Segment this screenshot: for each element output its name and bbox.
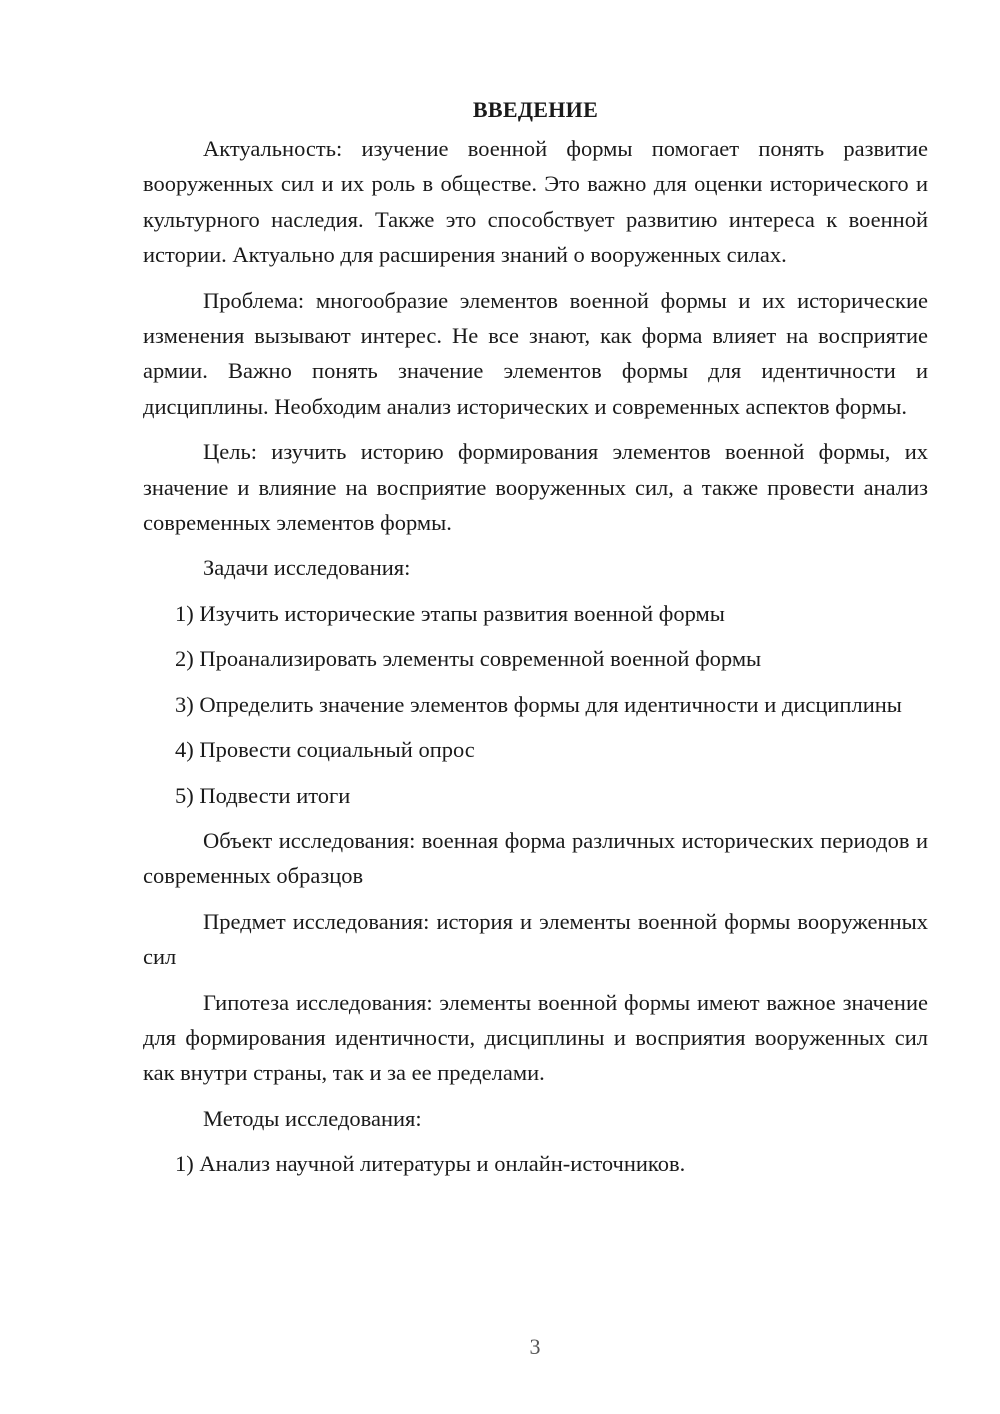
task-item: 5) Подвести итоги <box>175 782 351 808</box>
page-body <box>143 92 928 1192</box>
tasks-list <box>143 596 928 813</box>
methods-heading: Методы исследования: <box>203 1105 422 1131</box>
subject-paragraph: Предмет исследования: история и элементы военной формы вооруженных сил <box>143 908 928 970</box>
relevance-paragraph: Актуальность: изучение военной формы помогает понять развитие вооруженных сил и их роль в обществе. Это важно для оценки исторического и культурного наследия. Также это способствует развитию интереса к военной истории. Актуально для расширения знаний о вооруженных силах. <box>143 136 928 268</box>
problem-paragraph: Проблема: многообразие элементов военной формы и их исторические изменения вызывают интерес. Не все знают, как форма влияет на восприятие армии. Важно понять значение элементов формы для идентичности и дисциплины. Необходим анализ исторических и современных аспектов формы. <box>143 287 928 419</box>
page-number: 3 <box>529 1334 541 1359</box>
task-item: 4) Провести социальный опрос <box>175 737 475 763</box>
page-title: ВВЕДЕНИЕ <box>472 97 599 122</box>
goal-paragraph: Цель: изучить историю формирования элементов военной формы, их значение и влияние на восприятие вооруженных сил, а также провести анализ современных элементов формы. <box>143 439 928 536</box>
task-item: 1) Изучить исторические этапы развития военной формы <box>175 600 725 626</box>
tasks-heading: Задачи исследования: <box>203 555 411 581</box>
method-item: 1) Анализ научной литературы и онлайн-источников. <box>175 1151 686 1177</box>
methods-list <box>143 1146 928 1181</box>
task-item: 2) Проанализировать элементы современной военной формы <box>175 646 762 672</box>
object-paragraph: Объект исследования: военная форма различных исторических периодов и современных образцов <box>143 827 928 889</box>
task-item: 3) Определить значение элементов формы для идентичности и дисциплины <box>175 691 902 717</box>
hypothesis-paragraph: Гипотеза исследования: элементы военной формы имеют важное значение для формирования идентичности, дисциплины и восприятия вооруженных сил как внутри страны, так и за ее пределами. <box>143 989 928 1086</box>
